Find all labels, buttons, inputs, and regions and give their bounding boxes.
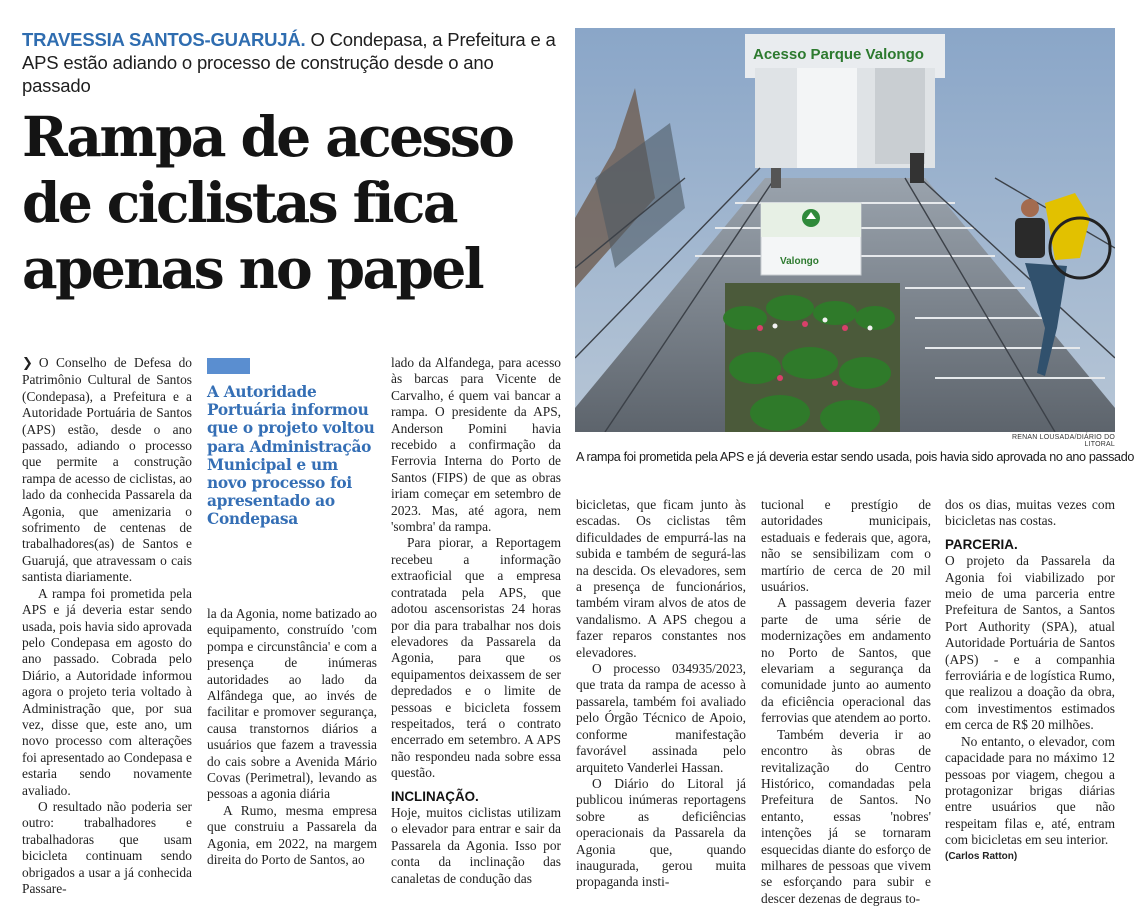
article-paragraph: Hoje, muitos ciclistas utilizam o elevador para entrar e sair da Passarela da Agonia. Isso por conta da inclinação das canaletas de condução das bbox=[391, 804, 561, 886]
article-column-4 bbox=[576, 497, 746, 891]
article-paragraph: O projeto da Passarela da Agonia foi viabilizado por meio de uma parceria entre Prefeitura de Santos, a Santos Port Authority (SPA), atual Autoridade Portuária de Santos (APS) - e a companhia ferroviária e de logística Rumo, que realizou a doação da obra, com investimentos estimados em cerca de R$ 20 milhões. bbox=[945, 553, 1115, 733]
article-paragraph: A passagem deveria fazer parte de uma série de modernizações em andamento no Porto de Santos, que elevariam a segurança da comunidade junto ao aumento da eficiência operacional das ferrovias que atendem ao porto. bbox=[761, 595, 931, 726]
article-paragraph: Também deveria ir ao encontro às obras de revitalização do Centro Histórico, comandadas pela Prefeitura de Santos. No entanto, essas 'nobres' intenções já se tornaram esquecidas diante do esforço de milhares de pessoas que vivem se esforçando para subir e descer dezenas de degraus to- bbox=[761, 726, 931, 906]
photo-sign-small: Valongo bbox=[780, 256, 819, 267]
article-paragraph: lado da Alfandega, para acesso às barcas para Vicente de Carvalho, é quem vai bancar a rampa. O presidente da APS, Anderson Pomini havia recebido a confirmação da Ferrovia Interna do Porto de Santos (FIPS) de que as obras iriam começar em setembro de 2023. Mas, até agora, nem 'sombra' da rampa. bbox=[391, 355, 561, 535]
chevron-right-icon: ❯ bbox=[22, 356, 33, 371]
article-column-1 bbox=[22, 355, 192, 897]
pullquote: A Autoridade Portuária informou que o projeto voltou para Administração Municipal e um novo processo foi apresentado ao Condepasa bbox=[207, 383, 375, 529]
photo-sign-top: Acesso Parque Valongo bbox=[753, 46, 924, 63]
article-column-6 bbox=[945, 497, 1115, 865]
article-paragraph: O resultado não poderia ser outro: trabalhadores e trabalhadoras que usam bicicleta continuam sendo obrigados a usar a já conhecida Passare- bbox=[22, 798, 192, 896]
article-paragraph: bicicletas, que ficam junto às escadas. Os ciclistas têm dificuldades de empurrá-las na subida e também de segurá-las na descida. Os elevadores, sem a presença de funcionários, também viram alvos de atos de vandalismo. A APS chegou a fazer reparos constantes nos elevadores. bbox=[576, 497, 746, 660]
article-paragraph bbox=[22, 355, 192, 586]
article-paragraph: A Rumo, mesma empresa que construiu a Passarela da Agonia, em 2022, na margem direita do Porto de Santos, ao bbox=[207, 802, 377, 868]
article-paragraph: O Diário do Litoral já publicou inúmeras reportagens sobre as deficiências operacionais da Passarela da Agonia que, quando inaugurada, gerou muita propaganda insti- bbox=[576, 775, 746, 890]
article-column-5 bbox=[761, 497, 931, 907]
author-signature: (Carlos Ratton) bbox=[945, 850, 1018, 862]
headline-line-3: apenas no papel bbox=[22, 236, 483, 301]
article-paragraph: Para piorar, a Reportagem recebeu a informação extraoficial que a empresa contratada pela APS, que adotou ascensoristas 24 horas por dia para trabalhar nos dois elevadores da Passarela da Agonia, para que os equipamentos deixassem de ser depredados e o limite de pessoas e bicicleta fossem respeitados, terá o contrato encerrado em setembro. A APS não respondeu nada sobre essa questão. bbox=[391, 535, 561, 781]
kicker-text: O Condepasa, a Prefeitura e a APS estão adiando o processo de construção desde o ano passado bbox=[22, 29, 556, 96]
article-column-2 bbox=[207, 606, 377, 869]
article-paragraph: No entanto, o elevador, com capacidade para no máximo 12 pessoas por viagem, chegou a protagonizar brigas diárias entre usuários que não respeitam filas e, até, entram com bicicletas em seu interior. bbox=[945, 733, 1115, 848]
subhead-inclinacao: INCLINAÇÃO. bbox=[391, 788, 479, 804]
headline bbox=[22, 104, 567, 302]
news-photo bbox=[575, 28, 1115, 432]
photo-credit: RENAN LOUSADA/DIÁRIO DO LITORAL bbox=[1011, 434, 1115, 448]
kicker-tag: TRAVESSIA SANTOS-GUARUJÁ. bbox=[22, 29, 306, 50]
kicker bbox=[22, 28, 562, 97]
headline-line-1: Rampa de acesso bbox=[22, 104, 513, 169]
headline-line-2: de ciclistas fica bbox=[22, 170, 456, 235]
article-column-3 bbox=[391, 355, 561, 887]
article-paragraph: A rampa foi prometida pela APS e já deveria estar sendo usada, pois havia sido aprovada pelo Condepasa em agosto do ano passado. Cobrada pelo Diário, a Autoridade informou agora o projeto teria voltado à Administração que, por sua vez, disse que, este ano, um novo processo com alterações foi apresentado ao Condepasa e estaria sendo novamente avaliado. bbox=[22, 585, 192, 798]
photo-caption: A rampa foi prometida pela APS e já deveria estar sendo usada, pois havia sido aprovada no ano passado bbox=[576, 450, 1134, 464]
subhead-parceria: PARCERIA. bbox=[945, 536, 1018, 552]
article-paragraph: la da Agonia, nome batizado ao equipamento, construído 'com pompa e circunstância' e com a presença de inúmeras autoridades ao lado da Alfândega que, ao invés de facilitar e promover segurança, causa transtornos diários a usuários que fazem a travessia do cais sobre a Avenida Mário Covas (Perimetral), levando as pessoas a agonia diária bbox=[207, 606, 377, 802]
lead-text: O Conselho de Defesa do Patrimônio Cultural de Santos (Condepasa), a Prefeitura e a Autoridade Portuária de Santos (APS) estão, desde o ano passado, adiando o processo que permite a construção rampa de acesso de ciclistas, ao lado da conhecida Passarela da Agonia, que amenizaria o sofrimento de centenas de trabalhadores(as) de Santos e Guarujá, que atravessam o cais santista diariamente. bbox=[22, 355, 192, 585]
pullquote-accent-bar bbox=[207, 358, 250, 374]
article-paragraph: dos os dias, muitas vezes com bicicletas nas costas. bbox=[945, 497, 1115, 529]
article-paragraph: tucional e prestígio de autoridades municipais, estaduais e federais que, agora, não se sensibilizam com o martírio de cerca de 20 mil usuários. bbox=[761, 497, 931, 595]
article-paragraph: O processo 034935/2023, que trata da rampa de acesso à passarela, também foi avaliado pelo Órgão Técnico de Apoio, conforme manifestação favorável assinada pelo arquiteto Vanderlei Hassan. bbox=[576, 661, 746, 775]
